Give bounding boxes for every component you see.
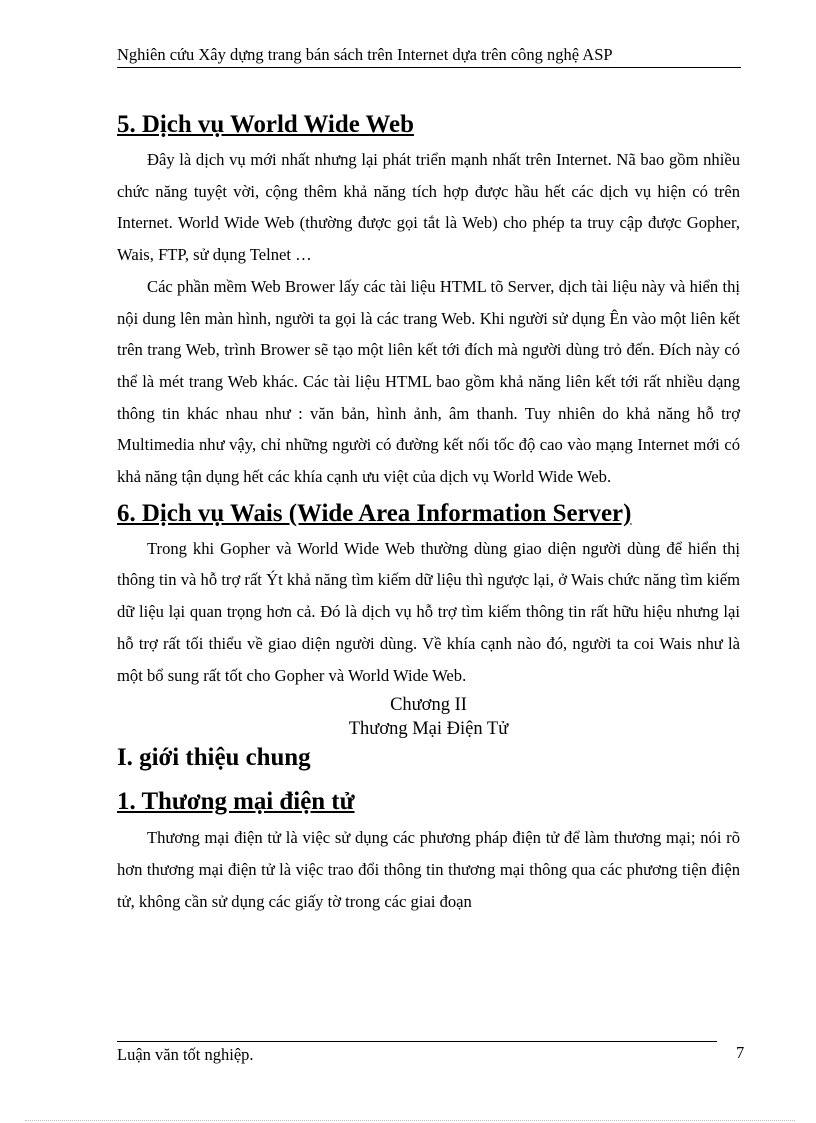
section-5-paragraph-1: Đây là dịch vụ mới nhất nhưng lại phát triển mạnh nhất trên Internet. Nã bao gồm nhiều chức năng tuyệt vời, cộng thêm khả năng tích hợp được hầu hết các dịch vụ hiện có trên Internet. World Wide Web (thường được gọi tắt là Web) cho phép ta truy cập được Gopher, Wais, FTP, sử dụng Telnet … xyxy=(117,150,740,265)
section-6-heading: 6. Dịch vụ Wais (Wide Area Information Server) xyxy=(117,499,632,527)
subsection-1-heading: 1. Thương mại điện tử xyxy=(117,788,355,816)
chapter-title-block xyxy=(117,693,740,741)
part-1-heading: I. giới thiệu chung xyxy=(117,744,311,772)
page-number: 7 xyxy=(736,1043,745,1062)
page-body xyxy=(117,111,740,917)
header-rule xyxy=(117,67,741,68)
chapter-number: Chương II xyxy=(390,695,467,716)
section-5-heading: 5. Dịch vụ World Wide Web xyxy=(117,111,414,138)
footer-label: Luận văn tốt nghiệp. xyxy=(117,1045,254,1064)
page-edge-dotted-line xyxy=(25,1120,795,1121)
running-header: Nghiên cứu Xây dựng trang bán sách trên Internet dựa trên công nghệ ASP xyxy=(117,45,613,64)
footer-rule xyxy=(117,1041,717,1042)
subsection-1-paragraph-1: Thương mại điện tử là việc sử dụng các phương pháp điện tử để làm thương mại; nói rõ hơn thương mại điện tử là việc trao đổi thông tin thương mại thông qua các phương tiện điện tử, không cần sử dụng các giấy tờ trong các giai đoạn xyxy=(117,828,740,911)
section-6-paragraph-1: Trong khi Gopher và World Wide Web thường dùng giao diện người dùng để hiển thị thông tin và hỗ trợ rất Ýt khả năng tìm kiếm dữ liệu thì ngược lại, ở Wais chức năng tìm kiếm dữ liệu lại quan trọng hơn cả. Đó là dịch vụ hỗ trợ tìm kiếm thông tin rất hữu hiệu nhưng lại hỗ trợ rất tối thiểu về giao diện người dùng. Về khía cạnh nào đó, người ta coi Wais như là một bổ sung rất tốt cho Gopher và World Wide Web. xyxy=(117,538,740,685)
section-5-paragraph-2: Các phần mềm Web Brower lấy các tài liệu HTML tõ Server, dịch tài liệu này và hiển thị nội dung lên màn hình, người ta gọi là các trang Web. Khi người sử dụng Ên vào một liên kết trên trang Web, trình Brower sẽ tạo một liên kết tới đích mà người dùng trỏ đến. Đích này có thể là mét trang Web khác. Các tài liệu HTML bao gồm khả năng liên kết tới rất nhiều dạng thông tin khác nhau như : văn bản, hình ảnh, âm thanh. Tuy nhiên do khả năng hỗ trợ Multimedia như vậy, chỉ những người có đường kết nối tốc độ cao vào mạng Internet mới có khả năng tận dụng hết các khía cạnh ưu việt của dịch vụ World Wide Web. xyxy=(117,276,740,487)
chapter-title: Thương Mại Điện Tử xyxy=(348,719,509,740)
